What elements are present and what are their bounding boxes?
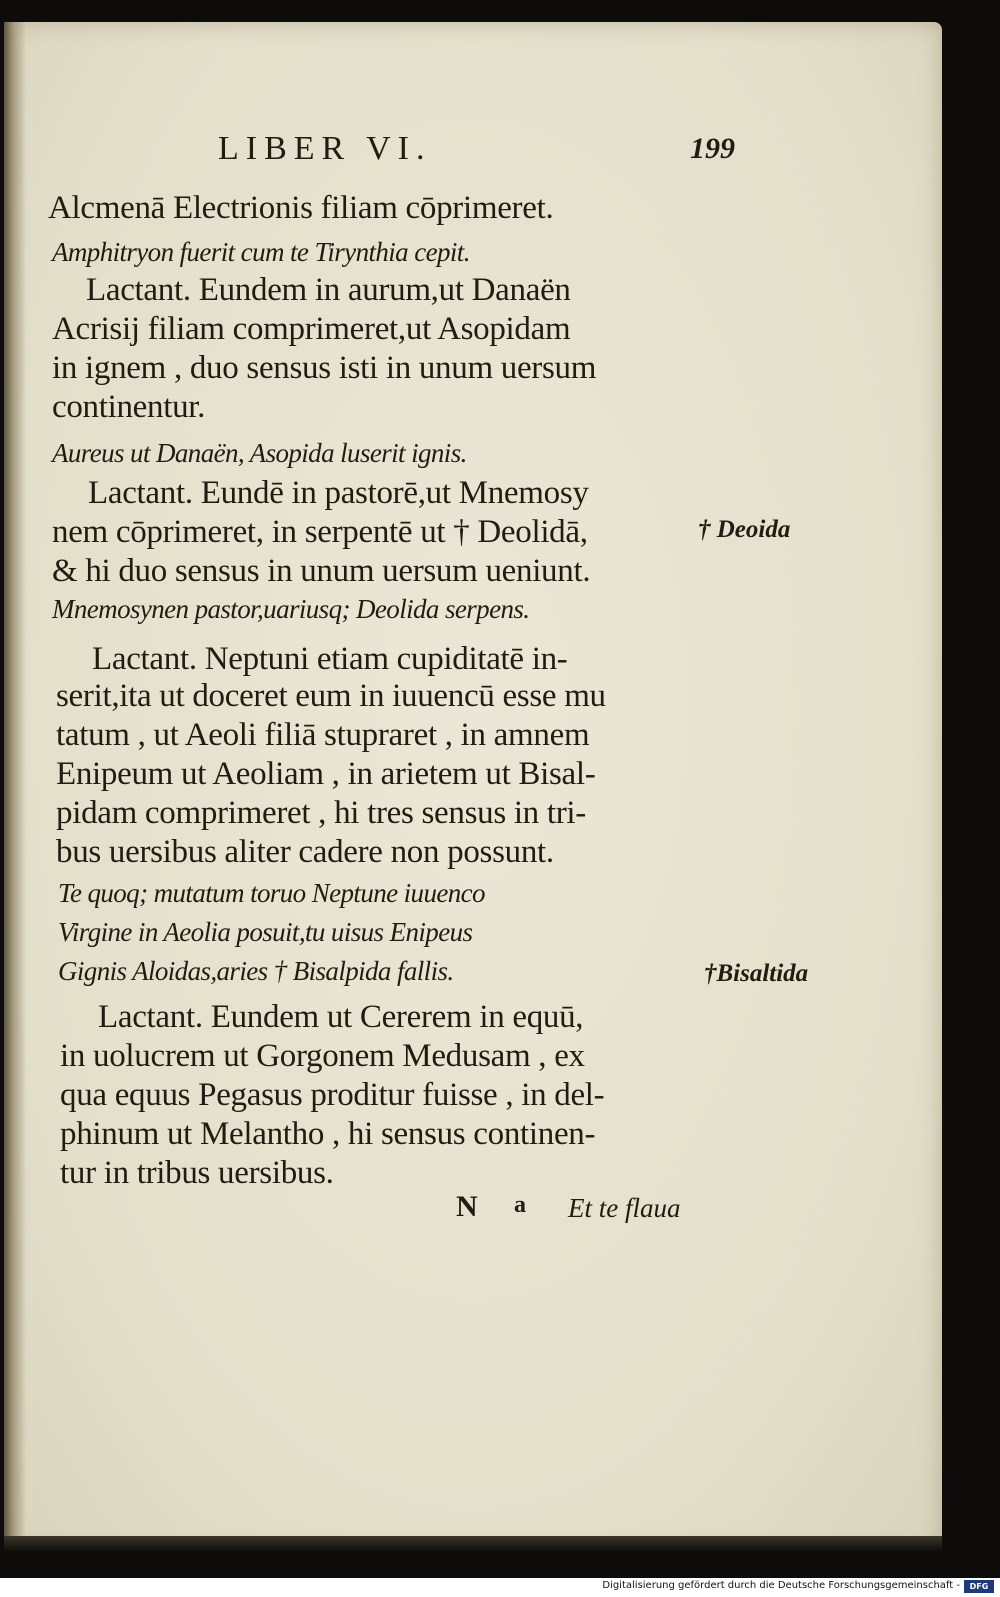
text-line: phinum ut Melantho , hi sensus continen-: [60, 1116, 596, 1152]
funding-credit: Digitalisierung gefördert durch die Deutsche Forschungsgemeinschaft -: [602, 1580, 960, 1591]
text-line: continentur.: [52, 389, 206, 425]
text-line: Acrisij filiam comprimeret,ut Asopidam: [52, 311, 571, 347]
catchword: Et te flaua: [568, 1193, 681, 1223]
text-line: Lactant. Neptuni etiam cupiditatē in-: [92, 641, 568, 677]
margin-note: † Deoida: [698, 516, 791, 543]
verse-line: Gignis Aloidas,aries † Bisalpida fallis.: [58, 956, 454, 986]
running-title: LIBER VI.: [218, 130, 432, 167]
text-line: bus uersibus aliter cadere non possunt.: [56, 834, 554, 870]
verse-line: Te quoq; mutatum toruo Neptune iuuenco: [58, 878, 485, 908]
margin-note: †Bisaltida: [704, 960, 809, 987]
text-line: tur in tribus uersibus.: [60, 1155, 334, 1191]
verse-line: Mnemosynen pastor,uariusq; Deolida serpens.: [52, 594, 530, 624]
text-line: Lactant. Eundē in pastorē,ut Mnemosy: [88, 475, 589, 511]
verse-line: Aureus ut Danaën, Asopida luserit ignis.: [52, 438, 467, 468]
text-line: in uolucrem ut Gorgonem Medusam , ex: [60, 1038, 585, 1074]
page-gutter-shadow: [4, 22, 26, 1550]
verse-line: Amphitryon fuerit cum te Tirynthia cepit.: [52, 237, 470, 267]
text-line: tatum , ut Aeoli filiā stupraret , in amnem: [56, 717, 590, 753]
text-line: pidam comprimeret , hi tres sensus in tri-: [56, 795, 586, 831]
dfg-logo: DFG: [964, 1580, 994, 1593]
text-line: & hi duo sensus in unum uersum ueniunt.: [52, 553, 591, 589]
text-line: Enipeum ut Aeoliam , in arietem ut Bisal-: [56, 756, 596, 792]
page-bottom-edge: [4, 1536, 942, 1552]
text-line: in ignem , duo sensus isti in unum uersum: [52, 350, 597, 386]
footer-bar: [0, 1578, 1000, 1597]
text-line: nem cōprimeret, in serpentē ut † Deolidā,: [52, 514, 588, 550]
text-line: Lactant. Eundem in aurum,ut Danaën: [86, 272, 571, 308]
signature-number: a: [514, 1192, 526, 1218]
page-number: 199: [690, 132, 735, 165]
text-line: Lactant. Eundem ut Cererem in equū,: [98, 999, 584, 1035]
verse-line: Virgine in Aeolia posuit,tu uisus Enipeus: [58, 917, 473, 947]
text-line: qua equus Pegasus proditur fuisse , in del-: [60, 1077, 605, 1113]
text-line: serit,ita ut doceret eum in iuuencū esse mu: [56, 678, 606, 714]
text-line: Alcmenā Electrionis filiam cōprimeret.: [48, 190, 554, 226]
signature-mark: N: [456, 1190, 478, 1223]
